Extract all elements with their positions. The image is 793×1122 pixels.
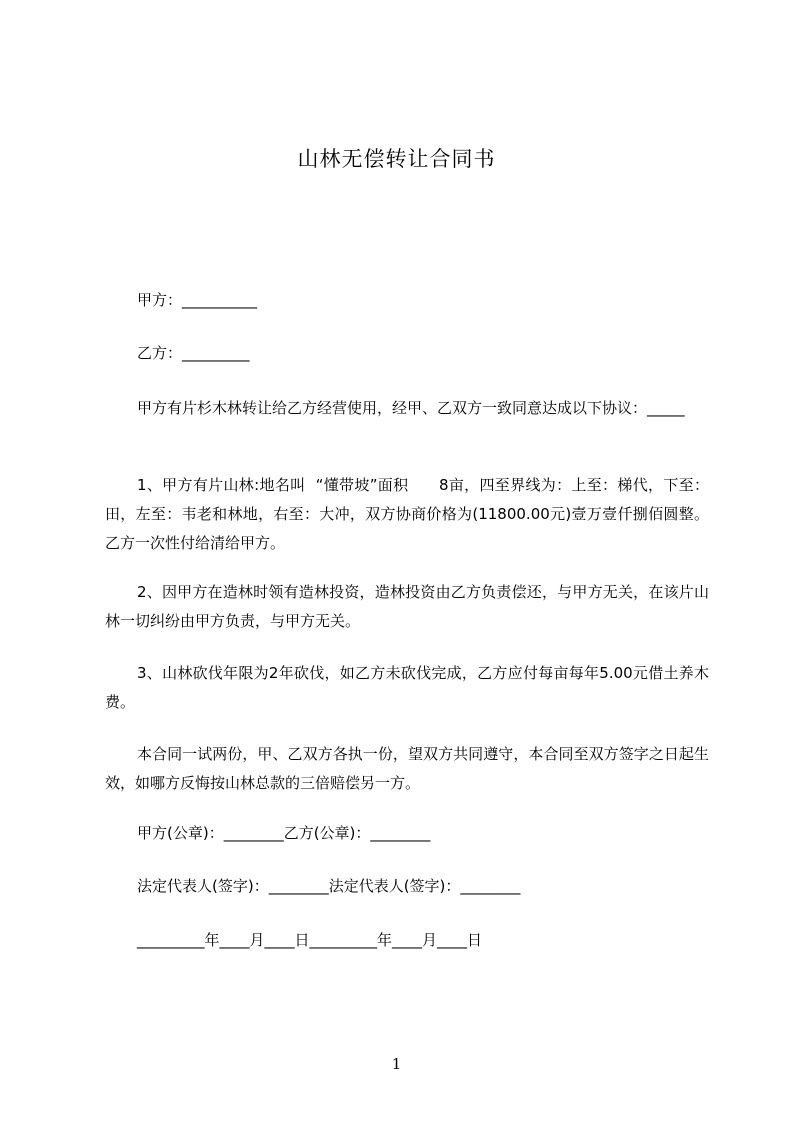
page-number: 1 (391, 1055, 402, 1073)
document-title: 山林无偿转让合同书 (297, 147, 496, 171)
party-a-line: 甲方：__________ (137, 291, 258, 309)
clause-1-paragraph: 1、甲方有片山林:地名叫 “懂带坡”面积 8亩，四至界线为：上至：梯代，下至：田，左至：韦老和林地，右至：大冲，双方协商价格为(11800.00元)壹万壹仟捌佰圆整。乙方一次性付给清给甲方。 (105, 476, 709, 552)
representative-signature-line: 法定代表人(签字)：________法定代表人(签字)：________ (137, 877, 521, 895)
seal-signature-line: 甲方(公章)：________乙方(公章)：________ (137, 824, 431, 842)
effect-clause-paragraph: 本合同一试两份，甲、乙双方各执一份，望双方共同遵守，本合同至双方签字之日起生效，如哪方反悔按山林总款的三倍赔偿另一方。 (105, 745, 709, 792)
clause-3-paragraph: 3、山林砍伐年限为2年砍伐，如乙方未砍伐完成，乙方应付每亩每年5.00元借土养木费。 (105, 664, 709, 711)
clause-2-paragraph: 2、因甲方在造林时领有造林投资，造林投资由乙方负责偿还，与甲方无关，在该片山林一切纠纷由甲方负责，与甲方无关。 (105, 583, 709, 630)
party-b-line: 乙方：_________ (137, 344, 250, 362)
date-line: _________年____月____日_________年____月____日 (137, 931, 483, 949)
intro-paragraph: 甲方有片杉木林转让给乙方经营使用，经甲、乙双方一致同意达成以下协议：_____ (137, 399, 685, 417)
